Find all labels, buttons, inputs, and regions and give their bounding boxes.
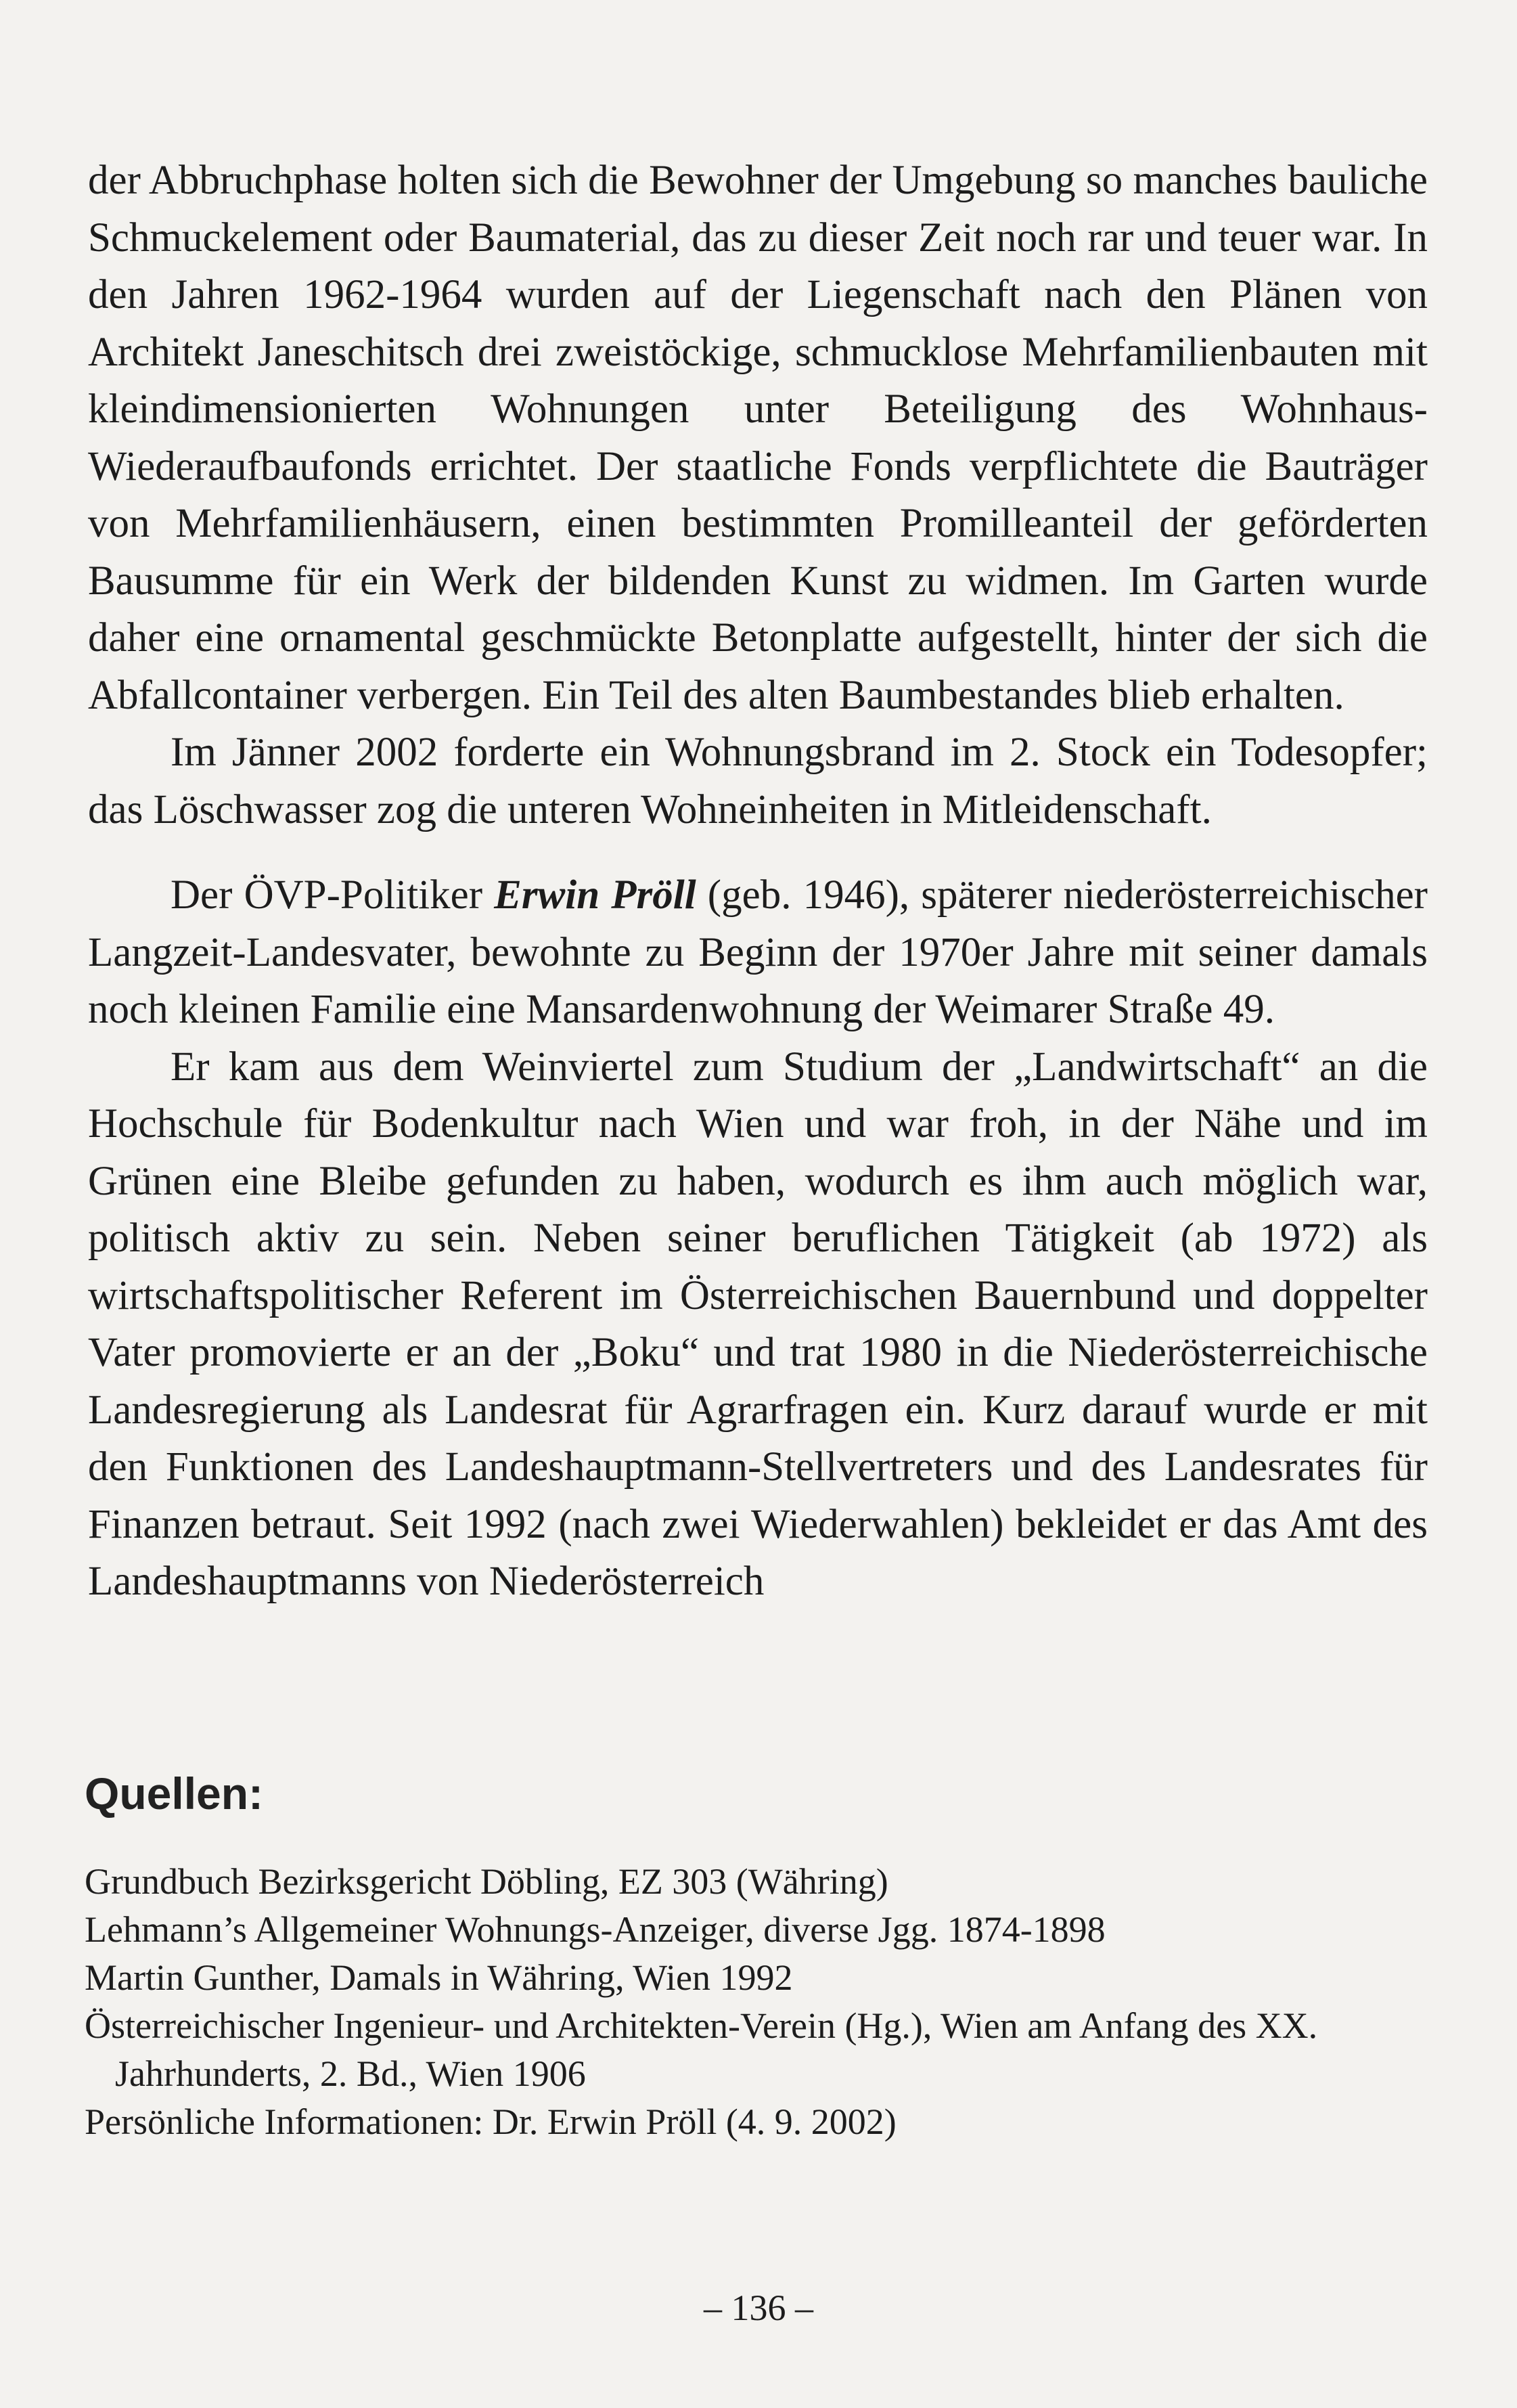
paragraph-demolition: der Abbruchphase holten sich die Bewohner der Umgebung so manches bauliche Schmuckelement oder Baumaterial, das zu dieser Zeit noch rar und teuer war. In den Jahren 1962-1964 wurden auf der Liegenschaft nach den Plänen von Architekt Janeschitsch drei zweistöckige, schmucklose Mehrfamilienbauten mit kleindimensionierten Wohnungen unter Beteiligung des Wohnhaus-Wiederaufbaufonds errichtet. Der staatliche Fonds verpflichtete die Bauträger von Mehrfamilienhäusern, einen bestimmten Promilleanteil der geförderten Bausumme für ein Werk der bildenden Kunst zu widmen. Im Garten wurde daher eine ornamental geschmückte Betonplatte aufgestellt, hinter der sich die Abfallcontainer verbergen. Ein Teil des alten Baumbestandes blieb erhalten.: [88, 158, 1428, 718]
sources-heading: Quellen:: [85, 1768, 264, 1819]
page-number: – 136 –: [704, 2288, 813, 2328]
source-item: Österreichischer Ingenieur- und Architekten-Verein (Hg.), Wien am Anfang des XX. Jahrhunderts, 2. Bd., Wien 1906: [85, 2005, 1318, 2094]
sources-list: [85, 1858, 1431, 2146]
paragraph-text-start: Der ÖVP-Politiker: [171, 872, 495, 918]
source-item: Grundbuch Bezirksgericht Döbling, EZ 303 (Währing): [85, 1861, 888, 1902]
person-name: Erwin Pröll: [494, 872, 696, 918]
paragraph-text-end: (geb. 1946), späterer niederösterreichischer Langzeit-Landesvater, bewohnte zu Beginn der 1970er Jahre mit seiner damals noch kleinen Familie eine Mansardenwohnung der Weimarer Straße 49.: [88, 872, 1428, 1032]
source-item: Lehmann’s Allgemeiner Wohnungs-Anzeiger, diverse Jgg. 1874-1898: [85, 1909, 1106, 1950]
source-item: Persönliche Informationen: Dr. Erwin Pröll (4. 9. 2002): [85, 2101, 897, 2142]
paragraph-fire: Im Jänner 2002 forderte ein Wohnungsbrand im 2. Stock ein Todesopfer; das Löschwasser zog die unteren Wohneinheiten in Mitleidenschaft.: [88, 730, 1428, 832]
body-text: [88, 152, 1428, 1611]
paragraph-proell-residence: [88, 867, 1428, 1039]
source-item: Martin Gunther, Damals in Währing, Wien 1992: [85, 1957, 793, 1998]
paragraph-proell-career: Er kam aus dem Weinviertel zum Studium der „Landwirtschaft“ an die Hochschule für Bodenkultur nach Wien und war froh, in der Nähe und im Grünen eine Bleibe gefunden zu haben, wodurch es ihm auch möglich war, politisch aktiv zu sein. Neben seiner beruflichen Tätigkeit (ab 1972) als wirtschaftspolitischer Referent im Österreichischen Bauernbund und doppelter Vater promovierte er an der „Boku“ und trat 1980 in die Niederösterreichische Landesregierung als Landesrat für Agrarfragen ein. Kurz darauf wurde er mit den Funktionen des Landeshauptmann-Stellvertreters und des Landesrates für Finanzen betraut. Seit 1992 (nach zwei Wiederwahlen) bekleidet er das Amt des Landeshauptmanns von Niederösterreich: [88, 1044, 1428, 1604]
